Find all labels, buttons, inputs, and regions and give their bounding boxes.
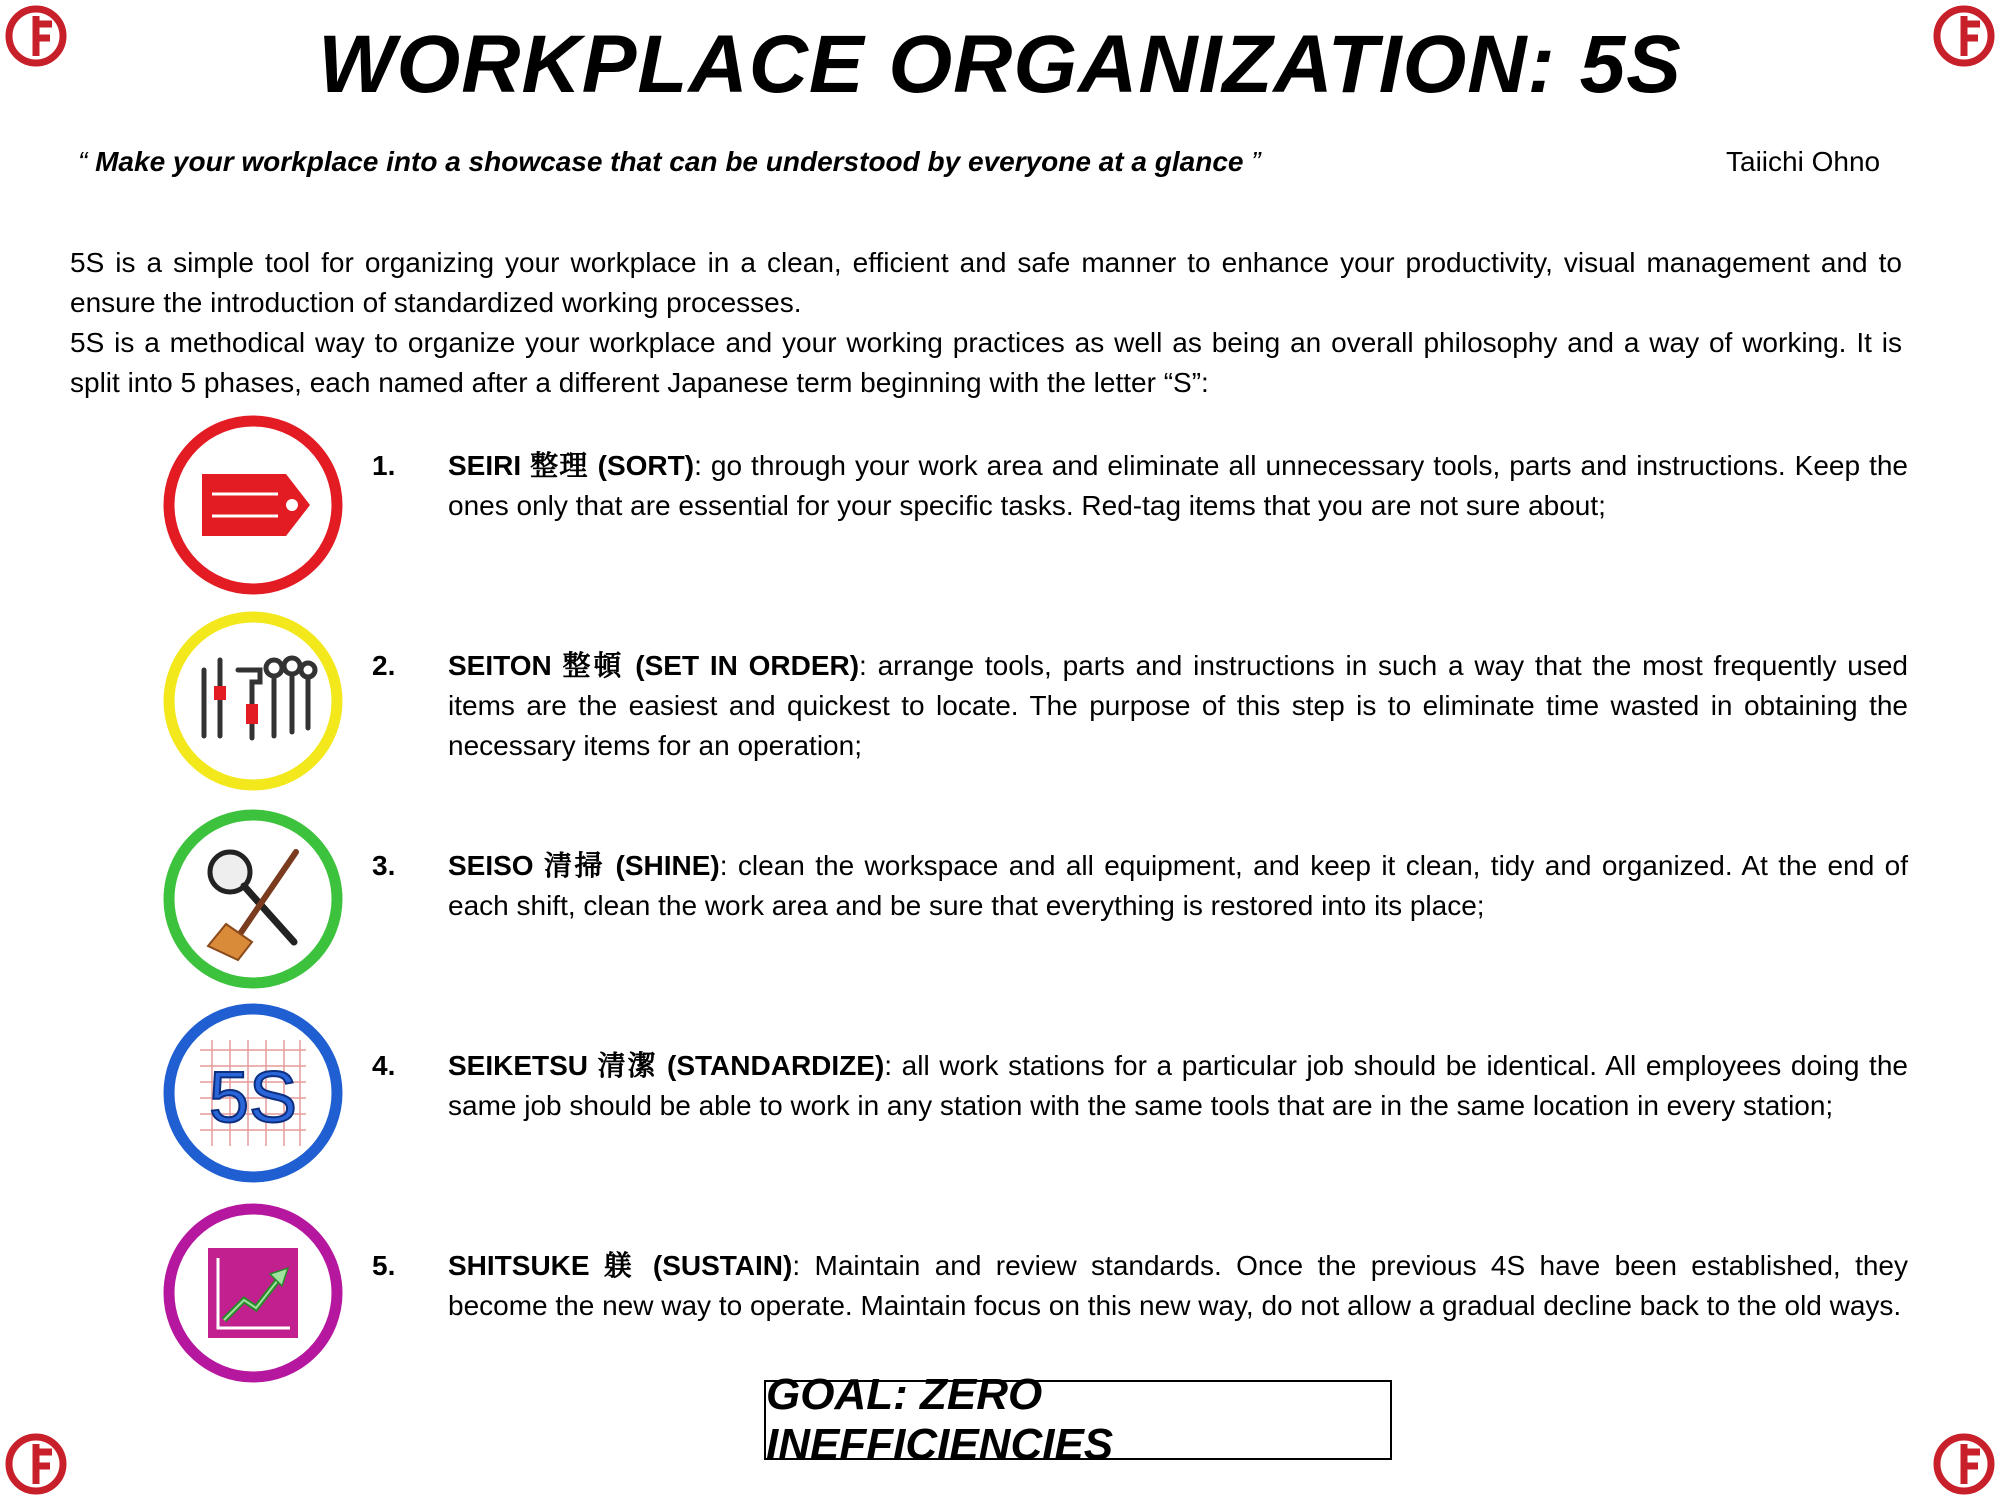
page-title: WORKPLACE ORGANIZATION: 5S xyxy=(318,19,1682,110)
step-term: SEISO 清掃 (SHINE) xyxy=(448,850,720,881)
intro-text xyxy=(70,243,1902,403)
quote xyxy=(78,146,1261,178)
step-term: SHITSUKE 躾 (SUSTAIN) xyxy=(448,1250,793,1281)
step-description xyxy=(448,446,1908,526)
quote-close-mark: ” xyxy=(1251,146,1261,177)
step-description xyxy=(448,1246,1908,1326)
step-description xyxy=(448,846,1908,926)
step-number: 2. xyxy=(372,650,396,681)
step-body: : clean the workspace and all equipment, and keep it clean, tidy and organized. At the end of each shift, clean the work area and be sure that everything is restored into its place; xyxy=(448,850,1908,921)
intro-paragraph: 5S is a methodical way to organize your workplace and your working practices as well as being an overall philosophy and a way of working. It is split into 5 phases, each named after a different Japanese term beginning with the letter “S”: xyxy=(70,327,1902,398)
step-term: SEIKETSU 清潔 (STANDARDIZE) xyxy=(448,1050,885,1081)
quote-author: Taiichi Ohno xyxy=(1726,146,1881,177)
step-number: 3. xyxy=(372,850,396,881)
step-number: 4. xyxy=(372,1050,396,1081)
step-body: : Maintain and review standards. Once the previous 4S have been established, they become the new way to operate. Maintain focus on this new way, do not allow a gradual decline back to the old ways. xyxy=(448,1250,1908,1321)
5s-grid-icon xyxy=(160,1000,346,1186)
rising-chart-icon xyxy=(160,1200,346,1386)
company-logo-icon xyxy=(1932,1432,1996,1496)
goal-box: GOAL: ZERO INEFFICIENCIES xyxy=(764,1380,1392,1460)
step-term: SEITON 整頓 (SET IN ORDER) xyxy=(448,650,860,681)
red-tag-icon xyxy=(160,412,346,598)
company-logo-icon xyxy=(4,1432,68,1496)
quote-open-mark: “ xyxy=(78,146,88,177)
tools-icon xyxy=(160,608,346,794)
step-body: : arrange tools, parts and instructions in such a way that the most frequently used items are the easiest and quickest to locate. The purpose of this step is to eliminate time wasted in obtaining the necessary items for an operation; xyxy=(448,650,1908,761)
step-description xyxy=(448,1046,1908,1126)
step-number: 1. xyxy=(372,450,396,481)
intro-paragraph: 5S is a simple tool for organizing your workplace in a clean, efficient and safe manner to enhance your productivity, visual management and to ensure the introduction of standardized working processes. xyxy=(70,247,1902,318)
5s-label: 5S xyxy=(208,1058,298,1138)
step-body: : all work stations for a particular job should be identical. All employees doing the same job should be able to work in any station with the same tools that are in the same location in every station; xyxy=(448,1050,1908,1121)
step-description xyxy=(448,646,1908,766)
step-number: 5. xyxy=(372,1250,396,1281)
step-body: : go through your work area and eliminate all unnecessary tools, parts and instructions. Keep the ones only that are essential for your specific tasks. Red-tag items that you are not sure about; xyxy=(448,450,1908,521)
quote-text: Make your workplace into a showcase that can be understood by everyone at a glance xyxy=(95,146,1244,177)
step-term: SEIRI 整理 (SORT) xyxy=(448,450,695,481)
broom-magnifier-icon xyxy=(160,806,346,992)
